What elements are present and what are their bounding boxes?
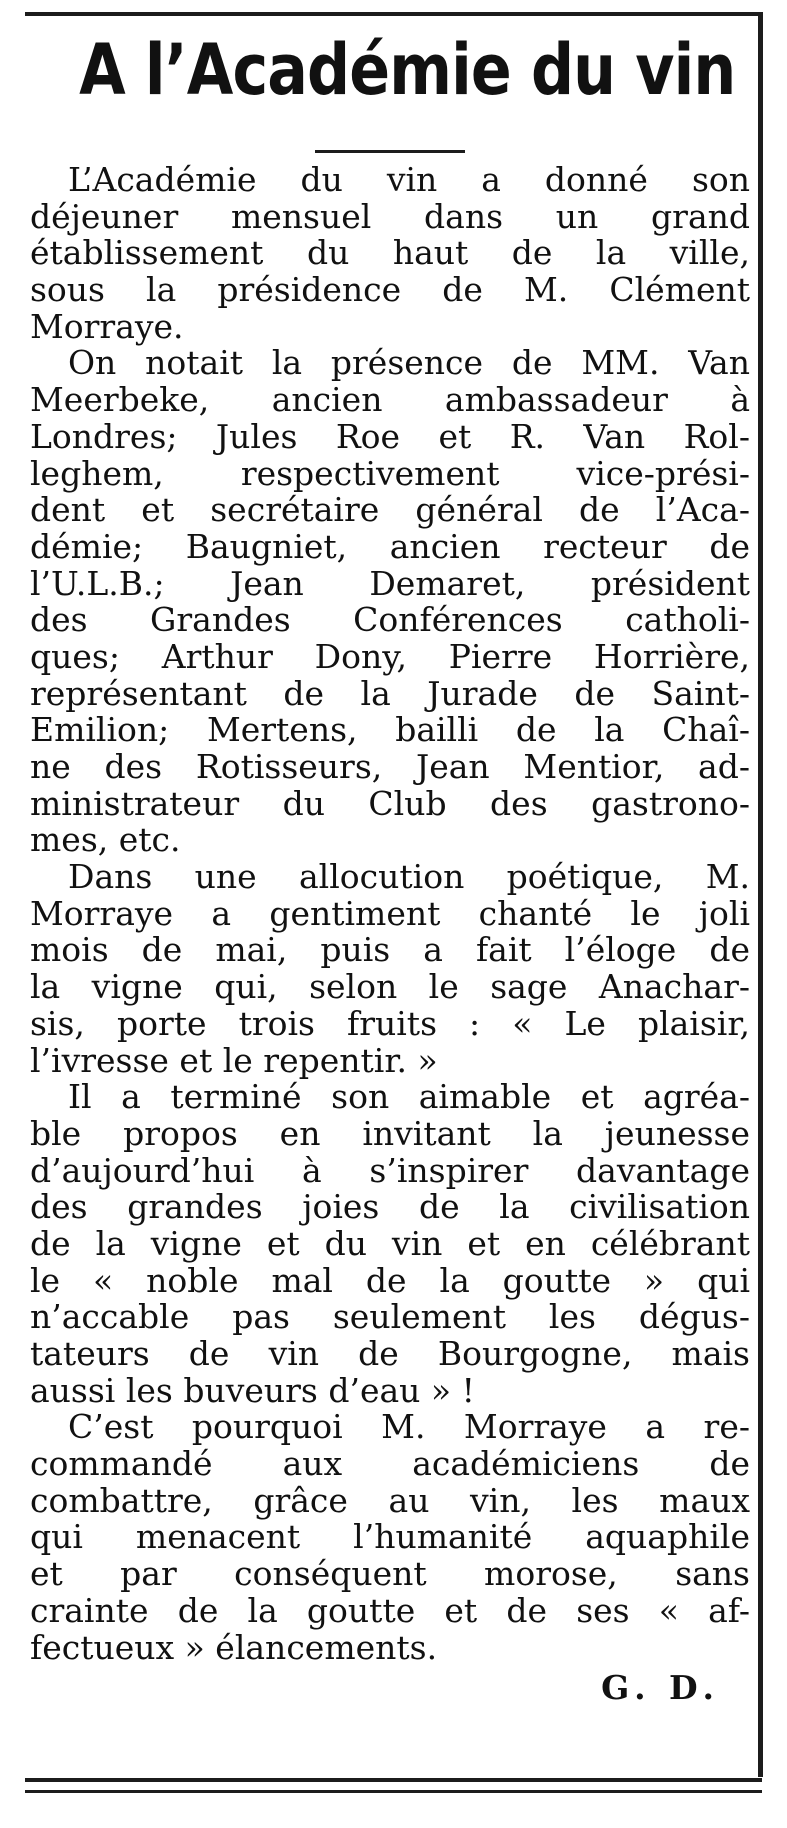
article-line: tateurs de vin de Bourgogne, mais: [30, 1334, 750, 1373]
article-line: Londres; Jules Roe et R. Van Rol-: [30, 416, 750, 456]
article-line: Morraye.: [30, 306, 184, 346]
article-line: sis, porte trois fruits : « Le plaisir,: [30, 1003, 750, 1043]
article-line: des grandes joies de la civilisation: [30, 1187, 750, 1227]
article-line: la vigne qui, selon le sage Anachar-: [30, 967, 750, 1007]
article-line: crainte de la goutte et de ses « af-: [30, 1590, 750, 1630]
article-line: ministrateur du Club des gastrono-: [30, 783, 750, 823]
article-line: mois de mai, puis a fait l’éloge de: [30, 930, 750, 970]
article-line: des Grandes Conférences catholi-: [30, 600, 750, 640]
article-line: mes, etc.: [30, 820, 181, 860]
bottom-border-rule-secondary: [25, 1790, 762, 1793]
article-line: sous la présidence de M. Clément: [30, 270, 750, 310]
article-line: et par conséquent morose, sans: [30, 1554, 750, 1594]
article-line: Morraye a gentiment chanté le joli: [30, 893, 750, 933]
article-line: Meerbeke, ancien ambassadeur à: [30, 380, 750, 420]
article-line: aussi les buveurs d’eau » !: [30, 1370, 475, 1410]
article-line: d’aujourd’hui à s’inspirer davantage: [30, 1150, 750, 1190]
article-line: représentant de la Jurade de Saint-: [30, 673, 750, 713]
article-line: commandé aux académiciens de: [30, 1444, 750, 1484]
bottom-border-rule: [25, 1778, 762, 1782]
article-line: démie; Baugniet, ancien recteur de: [30, 526, 750, 566]
article-line: On notait la présence de MM. Van: [68, 343, 750, 383]
author-signature: G. D.: [601, 1668, 720, 1707]
article-line: dent et secrétaire général de l’Aca-: [30, 490, 750, 530]
article-line: fectueux » élancements.: [30, 1627, 438, 1667]
article-line: ques; Arthur Dony, Pierre Horrière,: [30, 636, 750, 676]
article-line: ne des Rotisseurs, Jean Mentior, ad-: [30, 747, 750, 786]
article-line: ble propos en invitant la jeunesse: [30, 1113, 750, 1153]
article-line: Dans une allocution poétique, M.: [68, 857, 750, 897]
article-line: leghem, respectivement vice-prési-: [30, 453, 750, 493]
article-line: Emilion; Mertens, bailli de la Chaî-: [30, 710, 750, 750]
article-line: Il a terminé son aimable et agréa-: [68, 1077, 750, 1117]
article-line: l’ivresse et le repentir. »: [30, 1040, 438, 1080]
article-line: C’est pourquoi M. Morraye a re-: [68, 1407, 750, 1447]
article-line: n’accable pas seulement les dégus-: [30, 1297, 750, 1337]
article-line: l’U.L.B.; Jean Demaret, président: [30, 563, 750, 603]
article-line: de la vigne et du vin et en célébrant: [30, 1223, 750, 1263]
article-title: A l’Académie du vin: [79, 29, 736, 111]
article-line: L’Académie du vin a donné son: [68, 160, 750, 199]
article-body: [30, 162, 750, 1666]
right-border-rule: [758, 12, 763, 1777]
article-line: le « noble mal de la goutte » qui: [30, 1260, 750, 1300]
article-line: qui menacent l’humanité aquaphile: [30, 1517, 750, 1557]
article-line: établissement du haut de la ville,: [30, 233, 750, 273]
title-separator-rule: [315, 150, 465, 153]
article-line: déjeuner mensuel dans un grand: [30, 196, 750, 236]
top-border-rule: [25, 12, 760, 16]
article-line: combattre, grâce au vin, les maux: [30, 1480, 750, 1520]
